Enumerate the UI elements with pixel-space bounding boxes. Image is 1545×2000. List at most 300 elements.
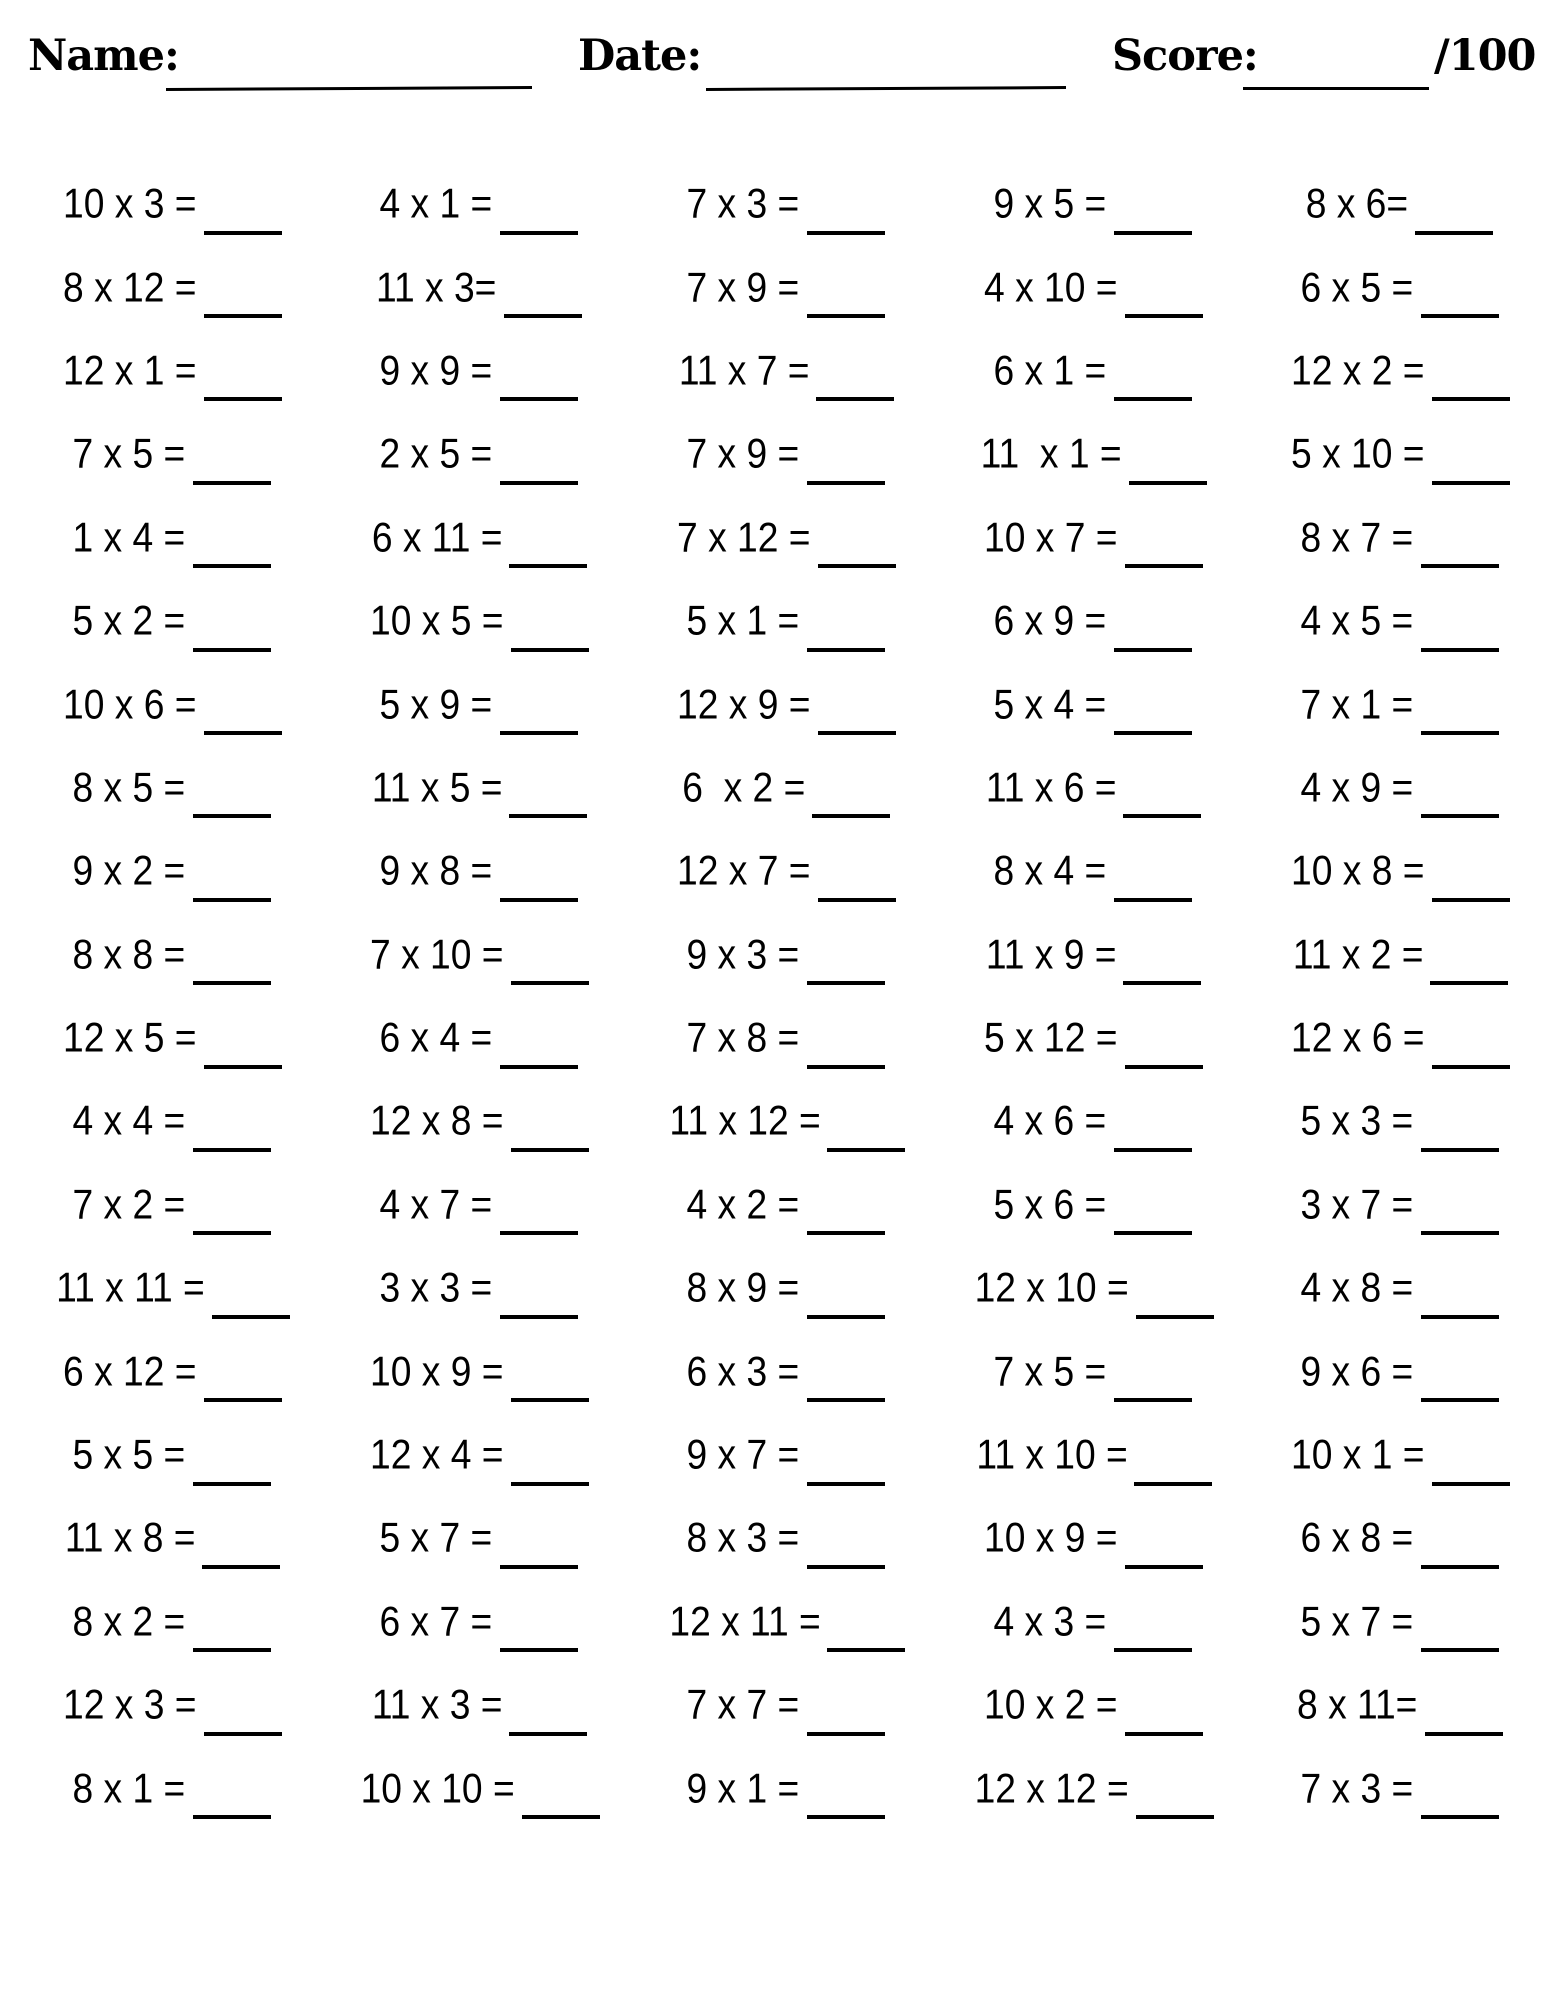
problem-cell: [321, 497, 628, 580]
problem-cell: [321, 1497, 628, 1580]
name-blank-line: [166, 86, 532, 91]
equation-text: 12 x 7 =: [677, 848, 811, 895]
equation-text: 7 x 8 =: [686, 1015, 800, 1061]
score-denominator: /100: [1434, 31, 1536, 81]
answer-blank: [193, 951, 271, 985]
answer-blank: [807, 1035, 885, 1069]
problem-cell: [14, 580, 321, 663]
equation-text: 5 x 6 =: [993, 1181, 1107, 1228]
answer-blank: [500, 1535, 578, 1569]
equation-text: 11 x 5 =: [371, 765, 503, 811]
equation-text: 7 x 12 =: [677, 514, 811, 561]
problem-cell: [1242, 163, 1545, 246]
problem-cell: [321, 580, 628, 663]
problem-cell: [321, 413, 628, 496]
problem-cell: [1242, 497, 1545, 580]
score-label: Score:: [1112, 31, 1258, 81]
answer-blank: [212, 1285, 290, 1319]
answer-blank: [204, 201, 282, 235]
answer-blank: [1125, 534, 1203, 568]
problem-cell: [1242, 914, 1545, 997]
answer-blank: [1136, 1785, 1214, 1819]
equation-text: 3 x 3 =: [379, 1265, 493, 1312]
answer-blank: [1114, 367, 1192, 401]
problem-cell: [1242, 330, 1545, 413]
problem-cell: [628, 163, 935, 246]
score-blank-line: [1243, 87, 1429, 90]
equation-text: 8 x 3 =: [686, 1515, 800, 1562]
problem-cell: [935, 246, 1242, 329]
answer-blank: [509, 784, 587, 818]
answer-blank: [509, 1702, 587, 1736]
problem-cell: [1242, 1414, 1545, 1497]
answer-blank: [1114, 1368, 1192, 1402]
problem-cell: [628, 580, 935, 663]
equation-text: 7 x 2 =: [72, 1181, 186, 1228]
equation-text: 4 x 10 =: [984, 264, 1118, 311]
problem-cell: [321, 330, 628, 413]
answer-blank: [500, 367, 578, 401]
problem-cell: [321, 914, 628, 997]
answer-blank: [1129, 451, 1207, 485]
problem-cell: [628, 830, 935, 913]
problem-cell: [628, 1664, 935, 1747]
equation-text: 7 x 5 =: [993, 1348, 1107, 1395]
answer-blank: [500, 1285, 578, 1319]
problem-cell: [935, 163, 1242, 246]
answer-blank: [511, 618, 589, 652]
equation-text: 11 x 7 =: [678, 348, 810, 394]
answer-blank: [827, 1618, 905, 1652]
answer-blank: [204, 367, 282, 401]
answer-blank: [500, 1201, 578, 1235]
equation-text: 10 x 3 =: [63, 181, 197, 228]
equation-text: 7 x 1 =: [1300, 681, 1414, 728]
equation-text: 7 x 10 =: [370, 931, 504, 978]
equation-text: 9 x 7 =: [686, 1432, 800, 1478]
equation-text: 12 x 8 =: [370, 1098, 504, 1145]
answer-blank: [1123, 784, 1201, 818]
problem-cell: [321, 997, 628, 1080]
problem-cell: [1242, 830, 1545, 913]
equation-text: 8 x 11=: [1297, 1682, 1418, 1729]
problem-cell: [628, 1581, 935, 1664]
problem-cell: [321, 1747, 628, 1830]
equation-text: 6 x 12 =: [63, 1348, 197, 1395]
problem-cell: [1242, 1747, 1545, 1830]
problem-cell: [1242, 663, 1545, 746]
equation-text: 5 x 1 =: [686, 598, 800, 645]
equation-text: 8 x 5 =: [72, 765, 186, 811]
answer-blank: [500, 701, 578, 735]
equation-text: 12 x 12 =: [974, 1765, 1129, 1812]
equation-text: 4 x 1 =: [379, 181, 493, 228]
answer-blank: [1421, 284, 1499, 318]
answer-blank: [193, 451, 271, 485]
equation-text: 9 x 3 =: [686, 931, 800, 978]
problem-cell: [321, 747, 628, 830]
answer-blank: [1125, 1702, 1203, 1736]
problem-cell: [628, 497, 935, 580]
problem-cell: [14, 747, 321, 830]
answer-blank: [204, 1368, 282, 1402]
answer-blank: [1114, 1201, 1192, 1235]
equation-text: 4 x 5 =: [1300, 598, 1414, 645]
answer-blank: [1114, 618, 1192, 652]
equation-text: 10 x 1 =: [1291, 1432, 1425, 1478]
equation-text: 9 x 8 =: [379, 848, 493, 895]
equation-text: 12 x 9 =: [677, 681, 811, 728]
problem-cell: [1242, 1664, 1545, 1747]
problem-cell: [1242, 747, 1545, 830]
problem-cell: [14, 330, 321, 413]
problem-cell: [1242, 413, 1545, 496]
problems-grid: [14, 163, 1545, 1831]
answer-blank: [1415, 201, 1493, 235]
answer-blank: [807, 201, 885, 235]
equation-text: 10 x 6 =: [63, 681, 197, 728]
problem-cell: [321, 1414, 628, 1497]
problem-cell: [321, 1247, 628, 1330]
equation-text: 11 x 3=: [376, 264, 497, 311]
problem-cell: [14, 1247, 321, 1330]
date-label: Date:: [578, 31, 702, 81]
answer-blank: [1421, 784, 1499, 818]
answer-blank: [193, 1785, 271, 1819]
equation-text: 4 x 9 =: [1300, 765, 1414, 811]
answer-blank: [193, 1618, 271, 1652]
answer-blank: [509, 534, 587, 568]
answer-blank: [1136, 1285, 1214, 1319]
answer-blank: [1421, 1368, 1499, 1402]
problem-cell: [935, 997, 1242, 1080]
answer-blank: [1114, 201, 1192, 235]
equation-text: 11 x 9 =: [985, 931, 1117, 978]
answer-blank: [1123, 951, 1201, 985]
problem-cell: [14, 1664, 321, 1747]
problem-cell: [14, 830, 321, 913]
problem-cell: [935, 1664, 1242, 1747]
problem-cell: [14, 1497, 321, 1580]
answer-blank: [193, 618, 271, 652]
answer-blank: [500, 1035, 578, 1069]
answer-blank: [1421, 1618, 1499, 1652]
answer-blank: [204, 1702, 282, 1736]
problem-cell: [321, 246, 628, 329]
equation-text: 10 x 2 =: [984, 1682, 1118, 1729]
answer-blank: [1421, 1535, 1499, 1569]
answer-blank: [500, 201, 578, 235]
problem-cell: [935, 580, 1242, 663]
problem-cell: [14, 914, 321, 997]
problem-cell: [1242, 1581, 1545, 1664]
problem-cell: [935, 1414, 1242, 1497]
problem-cell: [628, 747, 935, 830]
answer-blank: [818, 701, 896, 735]
equation-text: 12 x 5 =: [63, 1015, 197, 1061]
equation-text: 9 x 1 =: [686, 1765, 800, 1812]
answer-blank: [193, 868, 271, 902]
equation-text: 12 x 3 =: [63, 1682, 197, 1729]
problem-cell: [935, 1747, 1242, 1830]
problem-cell: [14, 1414, 321, 1497]
answer-blank: [807, 1452, 885, 1486]
answer-blank: [1125, 284, 1203, 318]
equation-text: 6 x 2 =: [682, 765, 806, 811]
equation-text: 6 x 9 =: [993, 598, 1107, 645]
answer-blank: [193, 1452, 271, 1486]
problem-cell: [14, 246, 321, 329]
equation-text: 5 x 10 =: [1291, 431, 1425, 478]
equation-text: 6 x 5 =: [1300, 264, 1414, 311]
problem-cell: [935, 1581, 1242, 1664]
equation-text: 8 x 4 =: [993, 848, 1107, 895]
answer-blank: [1432, 1035, 1510, 1069]
problem-cell: [14, 1330, 321, 1413]
problem-cell: [628, 1414, 935, 1497]
answer-blank: [1125, 1035, 1203, 1069]
answer-blank: [807, 1702, 885, 1736]
answer-blank: [1430, 951, 1508, 985]
equation-text: 10 x 9 =: [370, 1348, 504, 1395]
equation-text: 5 x 7 =: [1300, 1598, 1414, 1645]
problem-cell: [1242, 246, 1545, 329]
problem-cell: [935, 747, 1242, 830]
answer-blank: [1125, 1535, 1203, 1569]
equation-text: 7 x 5 =: [72, 431, 186, 478]
problem-cell: [935, 663, 1242, 746]
answer-blank: [818, 534, 896, 568]
answer-blank: [511, 951, 589, 985]
equation-text: 4 x 7 =: [379, 1181, 493, 1228]
equation-text: 1 x 4 =: [72, 514, 186, 561]
problem-cell: [628, 997, 935, 1080]
answer-blank: [193, 534, 271, 568]
answer-blank: [827, 1118, 905, 1152]
answer-blank: [807, 1785, 885, 1819]
problem-cell: [321, 663, 628, 746]
problem-cell: [628, 246, 935, 329]
problem-cell: [14, 163, 321, 246]
answer-blank: [812, 784, 890, 818]
problem-cell: [935, 1247, 1242, 1330]
answer-blank: [1432, 367, 1510, 401]
answer-blank: [1421, 1201, 1499, 1235]
answer-blank: [1421, 1785, 1499, 1819]
equation-text: 11 x 6 =: [985, 765, 1117, 811]
problem-cell: [14, 497, 321, 580]
answer-blank: [500, 451, 578, 485]
problem-cell: [14, 997, 321, 1080]
equation-text: 9 x 9 =: [379, 348, 493, 394]
equation-text: 8 x 12 =: [63, 264, 197, 311]
equation-text: 10 x 10 =: [360, 1765, 515, 1812]
equation-text: 4 x 2 =: [686, 1181, 800, 1228]
answer-blank: [1432, 1452, 1510, 1486]
answer-blank: [1425, 1702, 1503, 1736]
equation-text: 5 x 3 =: [1300, 1098, 1414, 1145]
answer-blank: [1421, 618, 1499, 652]
problem-cell: [14, 1080, 321, 1163]
answer-blank: [1421, 534, 1499, 568]
problem-cell: [14, 1747, 321, 1830]
problem-cell: [628, 1164, 935, 1247]
problem-cell: [14, 1581, 321, 1664]
answer-blank: [807, 618, 885, 652]
equation-text: 12 x 10 =: [974, 1265, 1129, 1312]
problem-cell: [935, 830, 1242, 913]
problem-cell: [628, 663, 935, 746]
problem-cell: [321, 830, 628, 913]
problem-cell: [628, 914, 935, 997]
equation-text: 12 x 1 =: [63, 348, 197, 394]
equation-text: 5 x 4 =: [993, 681, 1107, 728]
equation-text: 7 x 7 =: [686, 1682, 800, 1729]
answer-blank: [1114, 1618, 1192, 1652]
problem-cell: [14, 1164, 321, 1247]
answer-blank: [1421, 1118, 1499, 1152]
answer-blank: [818, 868, 896, 902]
answer-blank: [1432, 451, 1510, 485]
problem-cell: [321, 163, 628, 246]
problem-cell: [1242, 1330, 1545, 1413]
problem-cell: [935, 1497, 1242, 1580]
equation-text: 10 x 8 =: [1291, 848, 1425, 895]
equation-text: 8 x 6=: [1305, 181, 1409, 228]
equation-text: 11 x 1 =: [980, 431, 1122, 478]
answer-blank: [1114, 1118, 1192, 1152]
equation-text: 7 x 9 =: [686, 264, 800, 311]
problem-cell: [321, 1581, 628, 1664]
equation-text: 4 x 3 =: [993, 1598, 1107, 1645]
problem-cell: [321, 1164, 628, 1247]
problem-cell: [935, 497, 1242, 580]
problem-cell: [628, 330, 935, 413]
equation-text: 10 x 7 =: [984, 514, 1118, 561]
problem-cell: [628, 1330, 935, 1413]
equation-text: 5 x 9 =: [379, 681, 493, 728]
answer-blank: [500, 1618, 578, 1652]
worksheet-header: [0, 0, 1545, 120]
equation-text: 11 x 11 =: [56, 1265, 205, 1312]
equation-text: 8 x 9 =: [686, 1265, 800, 1312]
problem-cell: [321, 1080, 628, 1163]
problem-cell: [14, 663, 321, 746]
equation-text: 8 x 1 =: [72, 1765, 186, 1812]
problem-cell: [628, 413, 935, 496]
problem-cell: [1242, 1080, 1545, 1163]
problem-cell: [1242, 1164, 1545, 1247]
date-blank-line: [706, 86, 1066, 91]
equation-text: 5 x 12 =: [984, 1015, 1118, 1061]
answer-blank: [807, 1201, 885, 1235]
answer-blank: [1114, 701, 1192, 735]
answer-blank: [1421, 701, 1499, 735]
problem-cell: [628, 1247, 935, 1330]
answer-blank: [504, 284, 582, 318]
equation-text: 6 x 11 =: [371, 514, 503, 561]
equation-text: 6 x 4 =: [379, 1015, 493, 1061]
equation-text: 6 x 1 =: [993, 348, 1107, 394]
equation-text: 4 x 4 =: [72, 1098, 186, 1145]
name-label: Name:: [28, 31, 179, 81]
equation-text: 12 x 4 =: [370, 1432, 504, 1478]
equation-text: 8 x 2 =: [72, 1598, 186, 1645]
problem-cell: [628, 1080, 935, 1163]
equation-text: 10 x 9 =: [984, 1515, 1118, 1562]
equation-text: 9 x 2 =: [72, 848, 186, 895]
equation-text: 8 x 8 =: [72, 931, 186, 978]
answer-blank: [193, 1118, 271, 1152]
equation-text: 2 x 5 =: [379, 431, 493, 478]
problem-cell: [935, 413, 1242, 496]
answer-blank: [1114, 868, 1192, 902]
answer-blank: [1134, 1452, 1212, 1486]
equation-text: 6 x 3 =: [686, 1348, 800, 1395]
answer-blank: [511, 1118, 589, 1152]
equation-text: 4 x 6 =: [993, 1098, 1107, 1145]
equation-text: 5 x 7 =: [379, 1515, 493, 1562]
equation-text: 12 x 11 =: [669, 1598, 821, 1645]
equation-text: 7 x 3 =: [686, 181, 800, 228]
equation-text: 10 x 5 =: [370, 598, 504, 645]
answer-blank: [202, 1535, 280, 1569]
equation-text: 11 x 10 =: [976, 1432, 1128, 1478]
answer-blank: [1432, 868, 1510, 902]
problem-cell: [935, 1330, 1242, 1413]
equation-text: 7 x 3 =: [1300, 1765, 1414, 1812]
problem-cell: [935, 330, 1242, 413]
equation-text: 9 x 6 =: [1300, 1348, 1414, 1395]
equation-text: 11 x 2 =: [1292, 931, 1424, 978]
problem-cell: [628, 1497, 935, 1580]
answer-blank: [807, 1368, 885, 1402]
equation-text: 12 x 2 =: [1291, 348, 1425, 394]
answer-blank: [807, 951, 885, 985]
answer-blank: [1421, 1285, 1499, 1319]
answer-blank: [204, 701, 282, 735]
problem-cell: [935, 914, 1242, 997]
equation-text: 11 x 12 =: [669, 1098, 821, 1145]
answer-blank: [522, 1785, 600, 1819]
problem-cell: [321, 1664, 628, 1747]
problem-cell: [1242, 1497, 1545, 1580]
problem-cell: [321, 1330, 628, 1413]
answer-blank: [500, 868, 578, 902]
equation-text: 6 x 7 =: [379, 1598, 493, 1645]
equation-text: 12 x 6 =: [1291, 1015, 1425, 1061]
answer-blank: [816, 367, 894, 401]
answer-blank: [511, 1368, 589, 1402]
problem-cell: [14, 413, 321, 496]
problem-cell: [628, 1747, 935, 1830]
problem-cell: [935, 1080, 1242, 1163]
answer-blank: [807, 284, 885, 318]
answer-blank: [807, 1285, 885, 1319]
answer-blank: [193, 784, 271, 818]
answer-blank: [511, 1452, 589, 1486]
problem-cell: [1242, 1247, 1545, 1330]
answer-blank: [807, 1535, 885, 1569]
answer-blank: [204, 1035, 282, 1069]
equation-text: 5 x 5 =: [72, 1432, 186, 1478]
equation-text: 7 x 9 =: [686, 431, 800, 478]
answer-blank: [807, 451, 885, 485]
equation-text: 9 x 5 =: [993, 181, 1107, 228]
equation-text: 8 x 7 =: [1300, 514, 1414, 561]
equation-text: 4 x 8 =: [1300, 1265, 1414, 1312]
equation-text: 11 x 8 =: [64, 1515, 196, 1562]
